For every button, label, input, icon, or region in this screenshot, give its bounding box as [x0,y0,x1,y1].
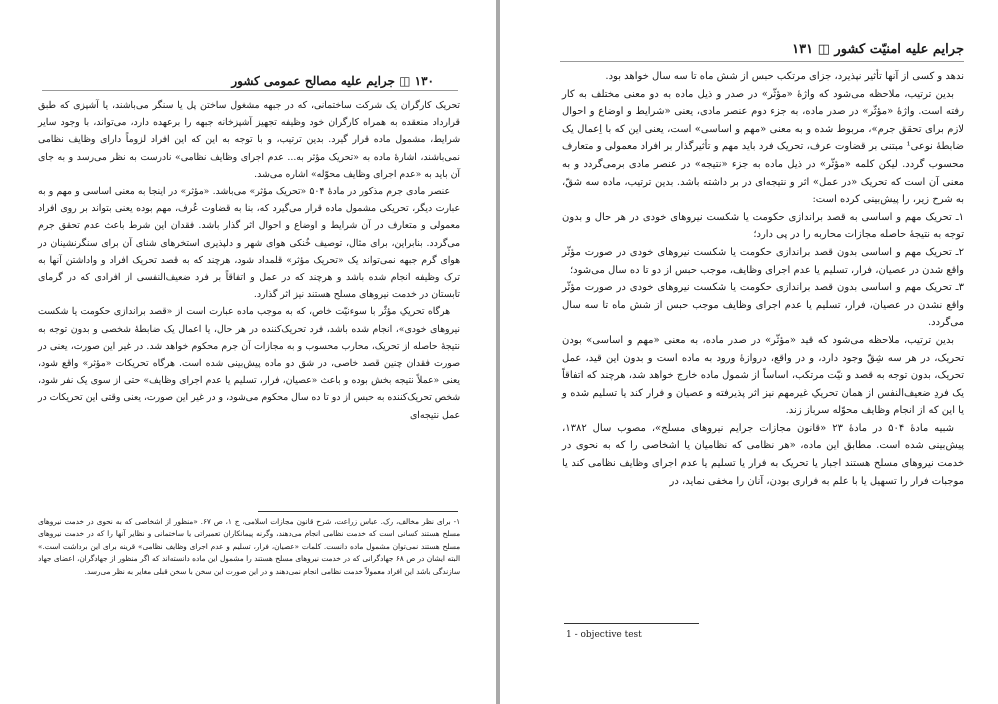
left-header-rule [42,90,458,91]
right-intro: ندهد و کسی از آنها تأثیر نپذیرد، جزای مرتکب حبس از شش ماه تا سه سال خواهد بود. [605,71,964,82]
right-page [500,0,998,704]
right-item-1: ۱ـ تحریک مهم و اساسی به قصد براندازی حکومت یا شکست نیروهای خودی در هر حال و بدون توجه به نتیجهٔ حاصله مجازات محاربه را در پی دارد؛ [562,211,964,241]
left-page [0,0,496,704]
left-paragraph-3: هرگاه تحریکِ مؤثّر با سوءنیّت خاص، که به موجب ماده عبارت است از «قصد براندازی حکومت یا شکست نیروهای خودی»، انجام شده باشد، فرد تحریک‌کننده در هر حال، یا اعمال یک ضابطهٔ شخصی و بدون توجه به نتیجهٔ حاصله از تحریک، محارب محسوب و به مجازات آن جرم محکوم خواهد شد. در غیر این صورت، یعنی در صورت فقدان چنین قصد خاصی، در شق دو ماده پیش‌بینی شده است. هرگاه تحریکات «مؤثر» واقع شود، یعنی «عملاً نتیجه بخش بوده و باعث «عصیان، فرار، تسلیم یا عدم اجرای وظایف» حتی از سوی یک نفر شود، شخص تحریک‌کننده به حبس از دو تا ده سال محکوم می‌شود، و در غیر این صورت، یعنی وقتی این تحریکات در عمل نتیجه‌ای [38,306,460,421]
left-footnote: ۱- برای نظر مخالف، رک. عباس زراعت، شرح قانون مجازات اسلامی، ج ۱، ص ۶۷. «منظور از اشخاصی که به نحوی در خدمت نیروهای مسلح هستند کسانی است که خدمت نظامی انجام می‌دهند، وگرنه پیمانکاران تعمیراتی یا ساختمانی و نظایر آنها را که در خدمت نیروهای مسلح هستند نمی‌توان مشمول ماده دانست. کلمات «عصیان، فرار، تسلیم و عدم اجرای وظایف نظامی» قرینه برای این برداشت است.» البته ایشان در ص ۶۸ جهادگرانی که در خدمت نیروهای مسلح هستند را مشمول این ماده دانسته‌اند که اگر منظور از جهادگران، اعضای جهاد سازندگی باشد این افراد معمولاً خدمت نظامی انجام نمی‌دهند و در این صورت این سخن با سخن قبلی مغایر به نظر می‌رسد. [38,517,461,576]
right-item-2: ۲ـ تحریک مهم و اساسی بدون قصد براندازی حکومت یا شکست نیروهای خودی در صورت مؤثّر واقع شدن در عصیان، فرار، تسلیم یا عدم اجرای وظایف، موجب حبس از دو تا ده سال می‌شود؛ [562,246,964,276]
right-footnote-rule [564,623,699,624]
right-paragraph-1: بدین ترتیب، ملاحظه می‌شود که واژهٔ «مؤثّر» در صدر و ذیل ماده به دو معنی مختلف به کار رفته است. واژهٔ «مؤثّر» در صدر ماده، به جزء دوم عنصر مادی، یعنی «شرایط و اوضاع و احوال لازم برای تحقق جرم»، مربوط شده و به معنی «مهم و اساسی» است، یعنی این که با اِعمال یک ضابطهٔ نوعی¹ مبتنی بر قضاوت عرف، تحریک فرد باید مهم و تأثیرگذار بر افراد معمولی و متعارف محسوب گردد. لیکن کلمه «مؤثّر» در ذیل ماده به جزء «نتیجه» در عنصر مادی برمی‌گردد و به معنی آن است که تحریک «در عمل» اثر و نتیجه‌ای در بر داشته باشد. بدین ترتیب، ماده سه شقّ، به شرح زیر، را پیش‌بینی کرده است: [562,88,964,206]
right-paragraph-2: بدین ترتیب، ملاحظه می‌شود که قید «مؤثّر» در صدر ماده، به معنی «مهم و اساسی» بودن تحریک، در هر سه شِقّ وجود دارد، و در واقع، دروازهٔ ورود به ماده است و بدون این قید، عمل تحریک، بدون توجه به قصد و نیّت مرتکب، اساساً از شمول ماده خارج خواهد شد، هرچند که اتفاقاً یک فردِ ضعیف‌النفس از همان تحریکِ غیرمهم نیز اثر پذیرفته و عصیان و فرار کند یا تسلیم شده و یا این که از انجام وظایف محوّله سرباز زند. [562,334,964,417]
right-page-header: جرایم علیه امنیّت کشور ◫ ۱۳۱ [792,42,964,57]
right-paragraph-3: شبیه مادهٔ ۵۰۴ در مادهٔ ۲۳ «قانون مجازات جرایم نیروهای مسلح»، مصوب سال ۱۳۸۲، پیش‌بینی شده است. مطابق این ماده، «هر نظامی که نظامیان یا اشخاصی را که به نحوی در خدمت نیروهای مسلح هستند اجبار یا تحریک به فرار یا تسلیم یا عدم اجرای وظایف نظامی کند یا موجبات فرار را تسهیل یا با علم به فراری بودن، آنان را مخفی نماید، در [562,422,964,487]
left-footnote-rule [258,511,458,512]
right-header-rule [560,61,964,62]
left-page-header: ۱۳۰ ◫ جرایم علیه مصالح عمومی کشور [231,74,434,88]
right-item-3: ۳ـ تحریک مهم و اساسی بدون قصد براندازی حکومت یا شکست نیروهای خودی در صورت مؤثّر واقع نشدن در عصیان، فرار، تسلیم یا عدم اجرای وظایف موجب حبس از شش ماه تا سه سال می‌گردد. [562,282,964,329]
right-body [562,68,964,490]
left-body [38,97,460,424]
right-footnote: 1 - objective test [566,630,642,640]
left-paragraph-1: تحریک کارگران یک شرکت ساختمانی، که در جبهه مشغول ساختن پل یا سنگر می‌باشند، یا آشپزی که طبق قرارداد منعقده به همراه کارگران خود وظیفه تجهیز آشپزخانه جبهه را برعهده دارد، می‌تواند، با وجود سایر شرایط، مشمول ماده قرار گیرد. بدین ترتیب، و با توجه به این که این افراد لزوماً دارای وظایف نظامی نمی‌باشند، اشارهٔ ماده به «تحریک مؤثر به... عدم اجرای وظایف نظامی» نادرست به نظر می‌رسد و به جای آن باید به «عدم اجرای وظایف محوّله» اشاره می‌شد. [38,100,460,180]
left-paragraph-2: عنصر مادی جرم مذکور در مادهٔ ۵۰۴ «تحریک مؤثر» می‌باشد. «مؤثر» در اینجا به معنی اساسی و مهم و به عبارت دیگر، تحریکی مشمول ماده قرار می‌گیرد که، بنا به قضاوت عُرف، مهم بوده یعنی بتواند بر روی افراد معمولی و متعارف در آن شرایط و اوضاع و احوال اثر گذار باشد. فقدان این شرط باعث عدم تحقق جرم می‌گردد. بنابراین، برای مثال، توصیف خُنکی هوای شهر و دلپذیری استخرهای شنای آن برای سنگرنشینان در هوای گرم جبهه نمی‌تواند یک «تحریک مؤثر» قلمداد شود، هرچند که به قصد تحریک افراد و واداشتن آنها به ترک وظیفه انجام شده باشد و هرچند که در عمل و اتفاقاً بر فرد ضعیف‌النفسی از افرادی که در گرمای تابستان در خدمت نیروهای مسلح هستند نیز اثر گذارد. [38,186,460,301]
